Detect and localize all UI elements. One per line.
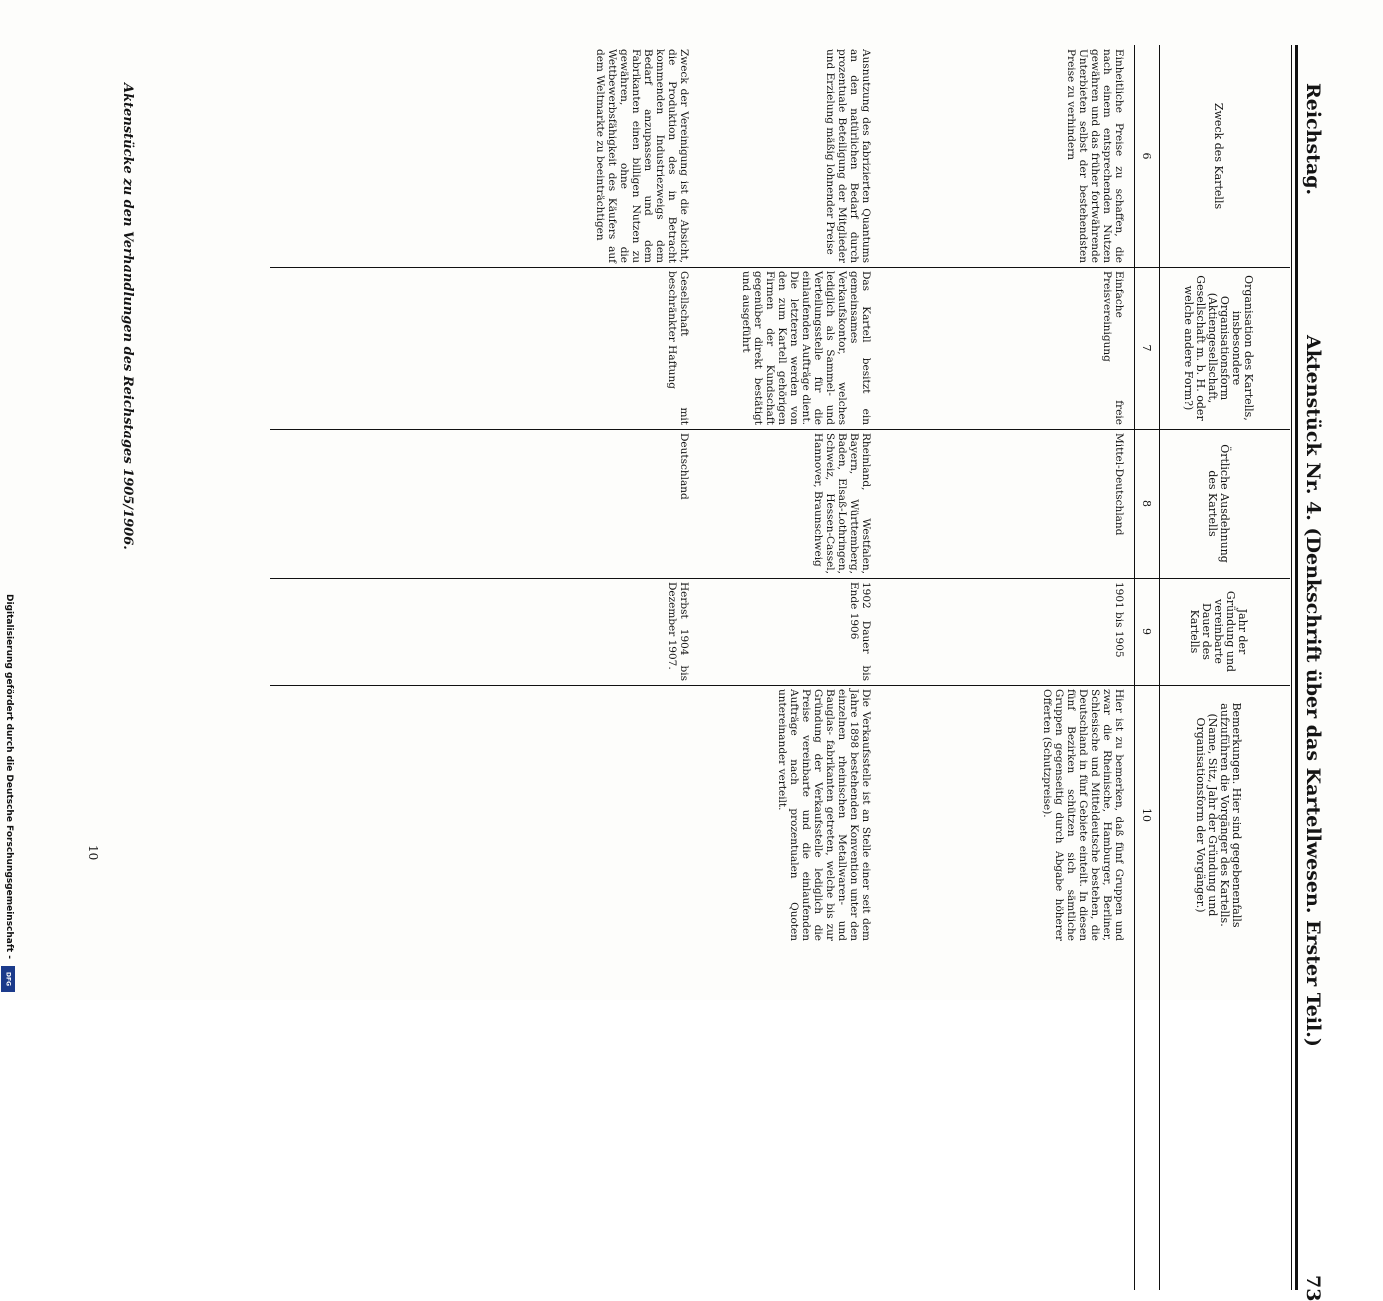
row3-zweck: Zweck der Vereinigung ist die Absicht, die Produktion des in Betracht kommenden Industriezweigs dem Bedarf anzupassen und dem Fabrikanten einen billigen Nutzen zu gewähren, ohne die Wettbewerbsfähigkeit des Käufers auf dem Weltmarkte zu beeinträchtigen bbox=[594, 49, 690, 263]
col-number-10: 10 bbox=[1140, 808, 1154, 822]
header-title: Aktenstück Nr. 4. (Denkschrift über das Kartellwesen. Erster Teil.) bbox=[1302, 335, 1324, 1047]
table-top-rule bbox=[1295, 45, 1298, 1290]
row1-zweck: Einheitliche Preise zu schaffen, die nach einem entsprechenden Nutzen gewähren und das früher fortwährende Unterbieten selbst der bestehendsten Preise zu verhindern bbox=[1065, 49, 1125, 263]
header-left: Reichstag. bbox=[1302, 83, 1324, 196]
col-divider-long-4 bbox=[270, 685, 1130, 686]
row1-organisation: Einfache freie Preisvereinigung bbox=[1101, 271, 1125, 425]
col-number-7: 7 bbox=[1140, 344, 1154, 352]
dfg-logo: DFG bbox=[1, 966, 15, 992]
col-header-organisation: Organisation des Kartells, insbesondere Organisationsform (Aktiengesellschaft, Gesellschaft m. b. H. oder welche andere Form?) bbox=[1182, 275, 1255, 421]
footer-page-number: 10 bbox=[86, 845, 100, 861]
row2-bemerkungen: Die Verkaufsstelle ist an Stelle einer seit dem Jahre 1898 bestehenden Konvention unter den einzelnen rheinischen Metallwaren- und Bauglas- fabrikanten getreten, welche bis zur Gründung der Verkaufsstelle lediglich die Preise vereinbarte und die einlaufenden Aufträge nach prozentualen Quoten untereinander verteilt. bbox=[776, 689, 872, 941]
row1-jahr: 1901 bis 1905 bbox=[1113, 582, 1125, 658]
header-page-number: 73 bbox=[1302, 1275, 1324, 1301]
rotated-document-page bbox=[50, 45, 1340, 1301]
row2-organisation: Das Kartell besitzt ein gemeinsames Verkaufskontor, welches lediglich als Sammel- und Verteilungsstelle für die einlaufenden Aufträge dient. Die letzteren werden von den zum Kartell gehörigen Firmen der Kundschaft gegenüber direkt bestätigt und ausgeführt bbox=[740, 271, 872, 425]
dfg-watermark-text: Digitalisierung gefördert durch die Deutsche Forschungsgemeinschaft - bbox=[4, 594, 14, 959]
row2-zweck: Ausnutzung des fabrizierten Quantums an den natürlichen Bedarf durch prozentuale Beteiligung der Mitglieder und Erzielung mäßig lohnender Preise bbox=[824, 49, 872, 263]
col-divider-long-3 bbox=[270, 578, 1130, 579]
col-header-bemerkungen: Bemerkungen. Hier sind gegebenenfalls aufzuführen die Vorgänger des Kartells. (Name, Sitz, Jahr der Gründung und Organisationsform der Vorgänger.) bbox=[1194, 702, 1243, 928]
table-top-rule-thin bbox=[1291, 45, 1292, 1290]
col-divider-long-2 bbox=[270, 429, 1130, 430]
col-header-jahr: Jahr der Gründung und vereinbarte Dauer des Kartells bbox=[1188, 590, 1249, 673]
col-number-8: 8 bbox=[1140, 500, 1154, 507]
footer-title: Aktenstücke zu den Verhandlungen des Reichstages 1905/1906. bbox=[120, 83, 135, 550]
row3-jahr: Herbst 1904 bis Dezember 1907. bbox=[666, 582, 690, 681]
row2-jahr: 1902 Dauer bis Ende 1906 bbox=[848, 582, 872, 681]
row3-organisation: Gesellschaft mit beschränkter Haftung bbox=[666, 271, 690, 425]
col-number-9: 9 bbox=[1140, 628, 1154, 635]
col-divider-long-1 bbox=[270, 267, 1130, 268]
row1-bemerkungen: Hier ist zu bemerken, daß fünf Gruppen und zwar die Rheinische, Hamburger, Berliner, Schlesische und Mitteldeutsche bestehen, die Deutschland in fünf Gebiete einteilt. In diesen fünf Bezirken schützen sich sämtliche Gruppen gegenseitig durch Abgabe höherer Offerten (Schutzpreise). bbox=[1041, 689, 1125, 941]
col-header-ausdehnung: Örtliche Ausdehnung des Kartells bbox=[1206, 444, 1231, 563]
numbers-bottom-rule bbox=[1134, 45, 1135, 1290]
col-header-zweck: Zweck des Kartells bbox=[1212, 102, 1225, 210]
col-number-6: 6 bbox=[1140, 152, 1154, 160]
row1-ausdehnung: Mittel-Deutschland bbox=[1113, 433, 1125, 536]
row3-ausdehnung: Deutschland bbox=[678, 433, 690, 500]
row2-ausdehnung: Rheinland, Westfalen, Bayern, Württemberg, Baden, Elsaß-Lothringen, Schweiz, Hessen-Cassel, Hannover, Braunschweig bbox=[812, 433, 872, 574]
